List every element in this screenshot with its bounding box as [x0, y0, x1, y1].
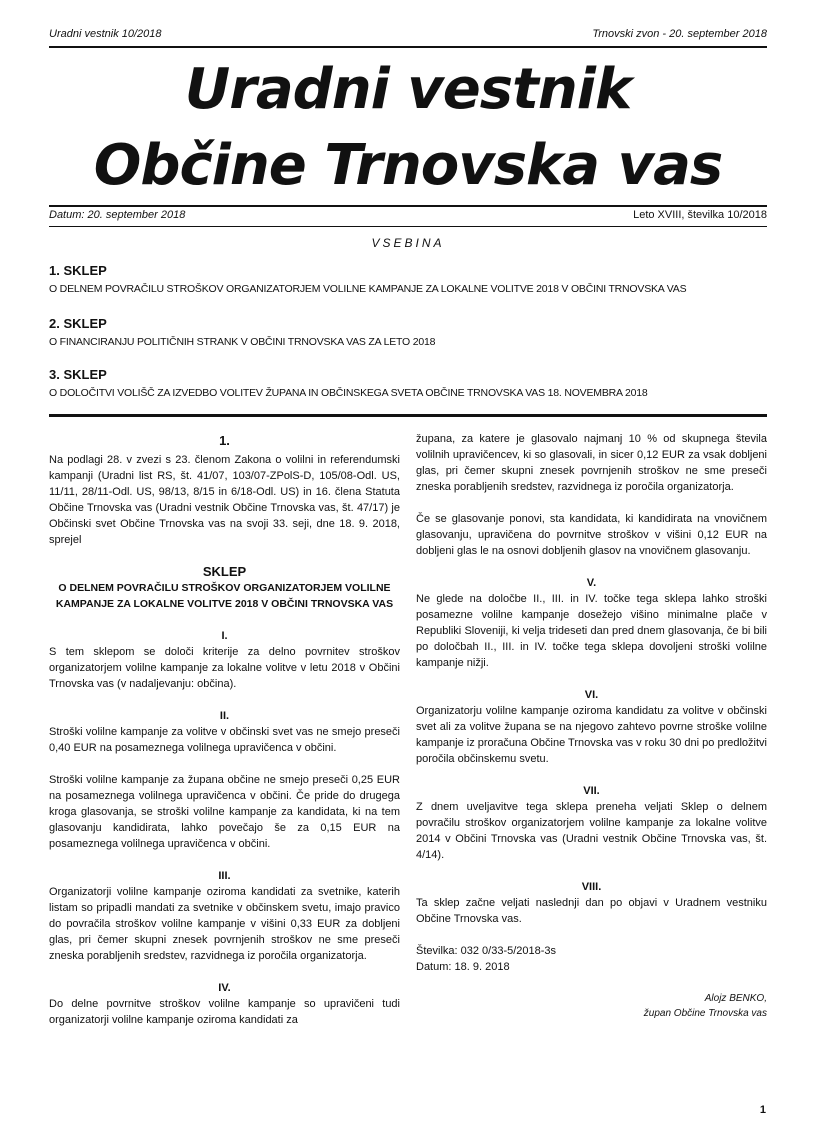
page-number: 1	[759, 1104, 766, 1116]
toc-item[interactable]	[49, 366, 767, 400]
section-text: Organizatorju volilne kampanje oziroma kandidatu za volitve v občinski svet ali za volitve župana se na njegovo zahtevo povrne stroške volilne kampanje iz proračuna Občine Trnovska vas v roku 30 dni po predložitvi poročila občinskemu svetu.	[416, 705, 767, 765]
section-heading: IV.	[218, 982, 231, 994]
toc-bottom-rule	[49, 414, 767, 417]
section-text: Če se glasovanje ponovi, sta kandidata, ki kandidirata na vnovičnem glasovanju, upravičena do povrnitve stroškov v višini 0,12 EUR na dobljeni glas le na osnovi dobljenih glasov na vnovičnem glasovanju.	[416, 513, 767, 557]
section-heading: II.	[219, 710, 230, 722]
section-text: Do delne povrnitve stroškov volilne kampanje so upravičeni tudi organizatorji volilne kampanje oziroma kandidati za	[49, 998, 400, 1026]
section-heading: I.	[221, 630, 228, 642]
left-column	[49, 431, 400, 1028]
header-rule	[49, 46, 767, 48]
reference-date: Datum: 18. 9. 2018	[416, 961, 510, 973]
toc-item-number: 2. SKLEP	[49, 316, 107, 331]
section-heading: V.	[586, 577, 597, 589]
masthead-line-1: Uradni vestnik	[184, 57, 632, 122]
toc-item-number: 1. SKLEP	[49, 263, 107, 278]
toc-item-title: O FINANCIRANJU POLITIČNIH STRANK V OBČINI TRNOVSKA VAS ZA LETO 2018	[49, 336, 436, 348]
section-heading: VIII.	[581, 881, 602, 893]
masthead-rule	[49, 205, 767, 207]
section-text: Stroški volilne kampanje za župana občine ne smejo preseči 0,25 EUR na posameznega volilnega upravičenca v občini. Če pride do drugega kroga glasovanja, se stroški volilne kampanje za kandidata, ki na tem glasovanju kandidirata, lahko povečajo še za 0,15 EUR na posameznega volilnega upravičenca v občini.	[49, 774, 400, 850]
resolution-subtitle: O DELNEM POVRAČILU STROŠKOV ORGANIZATORJEM VOLILNE KAMPANJE ZA LOKALNE VOLITVE 2018 V OBČINI TRNOVSKA VAS	[55, 582, 394, 610]
section-text: Ta sklep začne veljati naslednji dan po objavi v Uradnem vestniku Občine Trnovska vas.	[416, 897, 767, 925]
running-header-left: Uradni vestnik 10/2018	[49, 28, 162, 40]
section-heading: VI.	[584, 689, 599, 701]
toc-item-number: 3. SKLEP	[49, 367, 107, 382]
running-header-right: Trnovski zvon - 20. september 2018	[592, 28, 767, 40]
section-text: S tem sklepom se določi kriterije za delno povrnitev stroškov organizatorjem volilne kampanje za lokalne volitve v letu 2018 v Občini Trnovska vas (v nadaljevanju: občina).	[49, 646, 400, 690]
reference-number: Številka: 032 0/33-5/2018-3s	[416, 945, 557, 957]
toc-item[interactable]	[49, 315, 767, 349]
issue-number: Leto XVIII, številka 10/2018	[633, 209, 767, 221]
right-column	[416, 431, 767, 1021]
masthead-line-2: Občine Trnovska vas	[93, 133, 723, 198]
toc-item[interactable]	[49, 262, 767, 296]
section-text: Ne glede na določbe II., III. in IV. točke tega sklepa lahko stroški posamezne volilne kampanje dosežejo višino minimalne plače v Republiki Sloveniji, ki velja trideseti dan pred dnem glasovanja, če bi bili po določbah II., III. in IV. točke tega sklepa dovoljeni stroški volilne kampanje nižji.	[416, 593, 767, 669]
section-text: Organizatorji volilne kampanje oziroma kandidati za svetnike, katerih listam so pripadli mandati za svetnike v občinskem svetu, imajo pravico do povračila stroškov volilne kampanje v višini 0,33 EUR za dobljeni glas, pri čemer skupni znesek povrnjenih stroškov ne sme preseči zneska porabljenih sredstev, razvidnega iz poročila organizatorja.	[49, 886, 400, 962]
toc-item-title: O DOLOČITVI VOLIŠČ ZA IZVEDBO VOLITEV ŽUPANA IN OBČINSKEGA SVETA OBČINE TRNOVSKA VAS 18. NOVEMBRA 2018	[49, 387, 648, 399]
section-text: Stroški volilne kampanje za volitve v občinski svet vas ne smejo preseči 0,40 EUR na posameznega volilnega upravičenca v občini.	[49, 726, 400, 754]
preamble: Na podlagi 28. v zvezi s 23. členom Zakona o volilni in referendumski kampanji (Uradni list RS, št. 41/07, 103/07-ZPolS-D, 105/08-Odl. US, 11/11, 28/11-Odl. US, 98/13, 8/15 in 6/18-Odl. US) in 16. člena Statuta Občine Trnovska vas (Uradni vestnik Občine Trnovska vas, št. 47/17) je Občinski svet Občine Trnovska vas na svoji 33. seji, dne 18. 9. 2018, sprejel	[49, 454, 400, 546]
article-number: 1.	[219, 433, 230, 448]
toc-title: VSEBINA	[371, 236, 445, 250]
signer-title: župan Občine Trnovska vas	[643, 1008, 767, 1019]
dateline-rule	[49, 226, 767, 227]
issue-date: Datum: 20. september 2018	[49, 209, 186, 221]
toc-item-title: O DELNEM POVRAČILU STROŠKOV ORGANIZATORJEM VOLILNE KAMPANJE ZA LOKALNE VOLITVE 2018 V OBČINI TRNOVSKA VAS	[49, 283, 687, 295]
section-text: Z dnem uveljavitve tega sklepa preneha veljati Sklep o delnem povračilu stroškov organizatorjem volilne kampanje za lokalne volitve 2014 v Občini Trnovska vas (Uradni vestnik Občine Trnovska vas, št. 4/14).	[416, 801, 767, 861]
signer-name: Alojz BENKO,	[704, 993, 767, 1004]
section-text-continued: župana, za katere je glasovalo najmanj 10 % od skupnega števila volilnih upravičencev, ki so glasovali, in sicer 0,12 EUR za vsak dobljeni glas, pri čemer skupni znesek povrnjenih stroškov ne sme preseči zneska porabljenih sredstev, razvidnega iz poročila organizatorja.	[416, 433, 767, 493]
section-heading: III.	[218, 870, 231, 882]
running-header	[49, 28, 767, 44]
resolution-title: SKLEP	[202, 564, 247, 579]
section-heading: VII.	[583, 785, 600, 797]
